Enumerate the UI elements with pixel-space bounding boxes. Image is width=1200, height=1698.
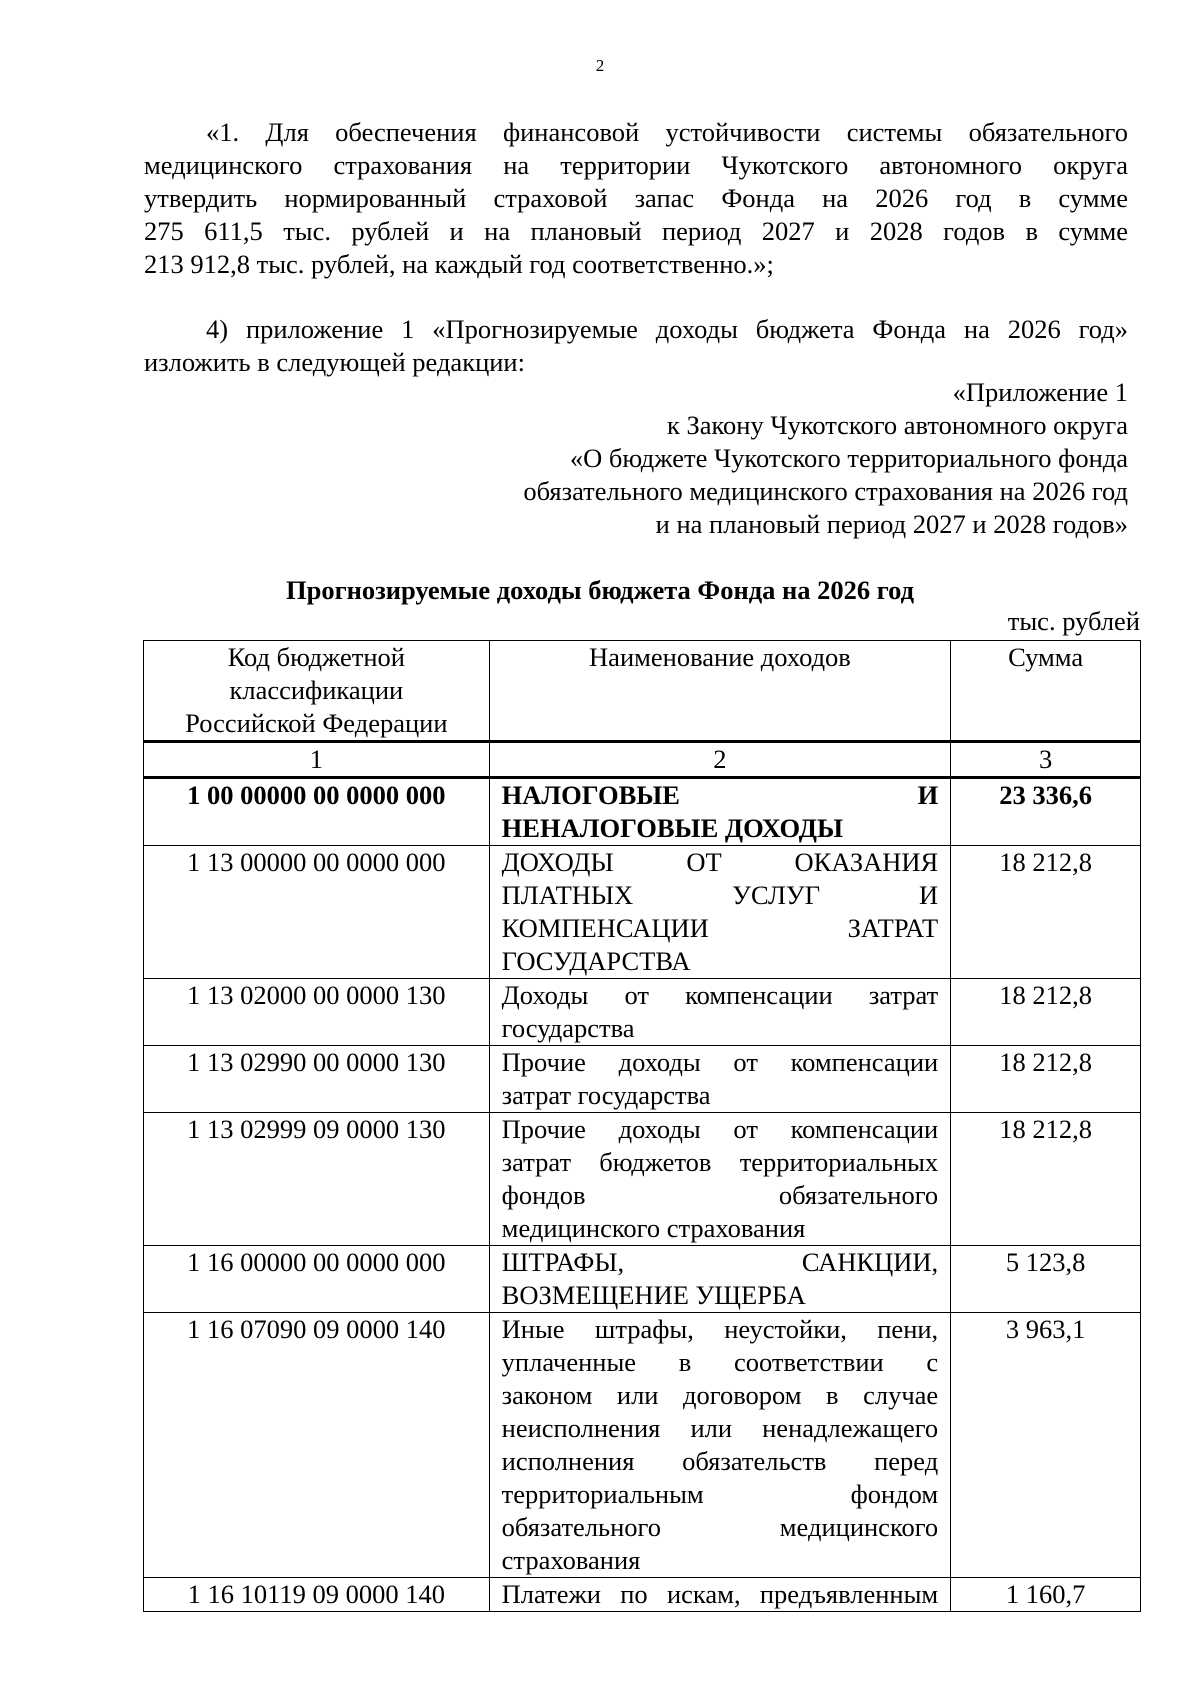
- column-number-3: 3: [951, 742, 1141, 778]
- income-name-line: медицинского страхования: [501, 1213, 806, 1243]
- page-number: 2: [595, 56, 605, 75]
- header-code-line: Российской Федерации: [185, 708, 448, 738]
- income-name-cell: [489, 1313, 951, 1578]
- income-name-line: обязательного медицинского: [501, 1512, 939, 1542]
- income-name-line: законом или договором в случае: [501, 1380, 939, 1410]
- paragraph-1: [144, 116, 1128, 281]
- table-row: [144, 1578, 1141, 1612]
- appendix-line: обязательного медицинского страхования на 2026 год: [523, 476, 1128, 506]
- income-name-line: КОМПЕНСАЦИИ ЗАТРАТ: [501, 913, 939, 943]
- paragraph-1-line: медицинского страхования на территории Чукотского автономного округа: [144, 150, 1128, 180]
- sum-cell: 18 212,8: [951, 1046, 1141, 1113]
- table-row: [144, 1246, 1141, 1313]
- column-number-2: 2: [489, 742, 951, 778]
- sum-cell: 1 160,7: [951, 1578, 1141, 1612]
- paragraph-1-line: утвердить нормированный страховой запас Фонда на 2026 год в сумме: [144, 183, 1128, 213]
- paragraph-1-line: «1. Для обеспечения финансовой устойчивости системы обязательного: [206, 117, 1128, 147]
- paragraph-2-line: изложить в следующей редакции:: [144, 347, 525, 377]
- income-name-line: ВОЗМЕЩЕНИЕ УЩЕРБА: [501, 1280, 806, 1310]
- paragraph-1-line: 213 912,8 тыс. рублей, на каждый год соответственно.»;: [144, 249, 774, 279]
- appendix-line: «Приложение 1: [952, 377, 1128, 407]
- income-name-cell: [489, 846, 951, 979]
- table-row: [144, 846, 1141, 979]
- paragraph-2: [144, 313, 1128, 379]
- income-name-line: ДОХОДЫ ОТ ОКАЗАНИЯ: [501, 847, 939, 877]
- sum-cell: 23 336,6: [951, 778, 1141, 846]
- header-name: Наименование доходов: [489, 641, 951, 742]
- income-name-cell: [489, 979, 951, 1046]
- budget-code-cell: 1 13 02999 09 0000 130: [144, 1113, 490, 1246]
- sum-cell: 3 963,1: [951, 1313, 1141, 1578]
- income-name-line: Иные штрафы, неустойки, пени,: [501, 1314, 939, 1344]
- table-row: [144, 778, 1141, 846]
- budget-code-cell: 1 13 00000 00 0000 000: [144, 846, 490, 979]
- income-name-line: ШТРАФЫ, САНКЦИИ,: [501, 1247, 939, 1277]
- appendix-line: «О бюджете Чукотского территориального фонда: [569, 443, 1128, 473]
- paragraph-2-line: 4) приложение 1 «Прогнозируемые доходы бюджета Фонда на 2026 год»: [206, 314, 1128, 344]
- income-name-line: Платежи по искам, предъявленным: [501, 1579, 939, 1609]
- table-row: [144, 1113, 1141, 1246]
- sum-cell: 18 212,8: [951, 1113, 1141, 1246]
- income-name-line: затрат государства: [501, 1080, 711, 1110]
- header-code-line: классификации: [229, 675, 404, 705]
- income-name-line: Доходы от компенсации затрат: [501, 980, 939, 1010]
- income-name-cell: [489, 1113, 951, 1246]
- sum-cell: 18 212,8: [951, 846, 1141, 979]
- table-row: [144, 979, 1141, 1046]
- header-sum: Сумма: [951, 641, 1141, 742]
- income-name-cell: [489, 1578, 951, 1612]
- income-name-line: исполнения обязательств перед: [501, 1446, 939, 1476]
- column-number-1: 1: [144, 742, 490, 778]
- income-name-line: территориальным фондом: [501, 1479, 939, 1509]
- table-row: [144, 1046, 1141, 1113]
- income-name-cell: [489, 1246, 951, 1313]
- budget-code-cell: 1 16 07090 09 0000 140: [144, 1313, 490, 1578]
- budget-code-cell: 1 16 10119 09 0000 140: [144, 1578, 490, 1612]
- units-label: тыс. рублей: [1007, 606, 1140, 636]
- income-name-line: НАЛОГОВЫЕ И: [501, 780, 939, 810]
- header-code-line: Код бюджетной: [227, 642, 405, 672]
- column-number-row: [144, 742, 1141, 778]
- income-name-line: ПЛАТНЫХ УСЛУГ И: [501, 880, 939, 910]
- sum-cell: 18 212,8: [951, 979, 1141, 1046]
- income-name-line: затрат бюджетов территориальных: [501, 1147, 939, 1177]
- income-name-cell: [489, 1046, 951, 1113]
- income-name-line: фондов обязательного: [501, 1180, 939, 1210]
- sum-cell: 5 123,8: [951, 1246, 1141, 1313]
- table-title: Прогнозируемые доходы бюджета Фонда на 2026 год: [285, 575, 915, 605]
- income-name-line: Прочие доходы от компенсации: [501, 1114, 939, 1144]
- income-name-line: неисполнения или ненадлежащего: [501, 1413, 939, 1443]
- budget-code-cell: 1 16 00000 00 0000 000: [144, 1246, 490, 1313]
- appendix-heading: [428, 376, 1128, 541]
- income-name-line: уплаченные в соответствии с: [501, 1347, 939, 1377]
- paragraph-1-line: 275 611,5 тыс. рублей и на плановый период 2027 и 2028 годов в сумме: [144, 216, 1128, 246]
- budget-code-cell: 1 13 02000 00 0000 130: [144, 979, 490, 1046]
- income-name-line: страхования: [501, 1545, 641, 1575]
- income-name-line: Прочие доходы от компенсации: [501, 1047, 939, 1077]
- budget-code-cell: 1 00 00000 00 0000 000: [144, 778, 490, 846]
- income-name-line: ГОСУДАРСТВА: [501, 946, 691, 976]
- header-code: [144, 641, 490, 742]
- table-row: [144, 1313, 1141, 1578]
- income-name-line: НЕНАЛОГОВЫЕ ДОХОДЫ: [501, 813, 843, 843]
- appendix-line: к Закону Чукотского автономного округа: [666, 410, 1128, 440]
- appendix-line: и на плановый период 2027 и 2028 годов»: [655, 509, 1128, 539]
- income-table: [143, 640, 1141, 1612]
- table-header-row: [144, 641, 1141, 742]
- budget-code-cell: 1 13 02990 00 0000 130: [144, 1046, 490, 1113]
- income-name-cell: [489, 778, 951, 846]
- income-name-line: государства: [501, 1013, 635, 1043]
